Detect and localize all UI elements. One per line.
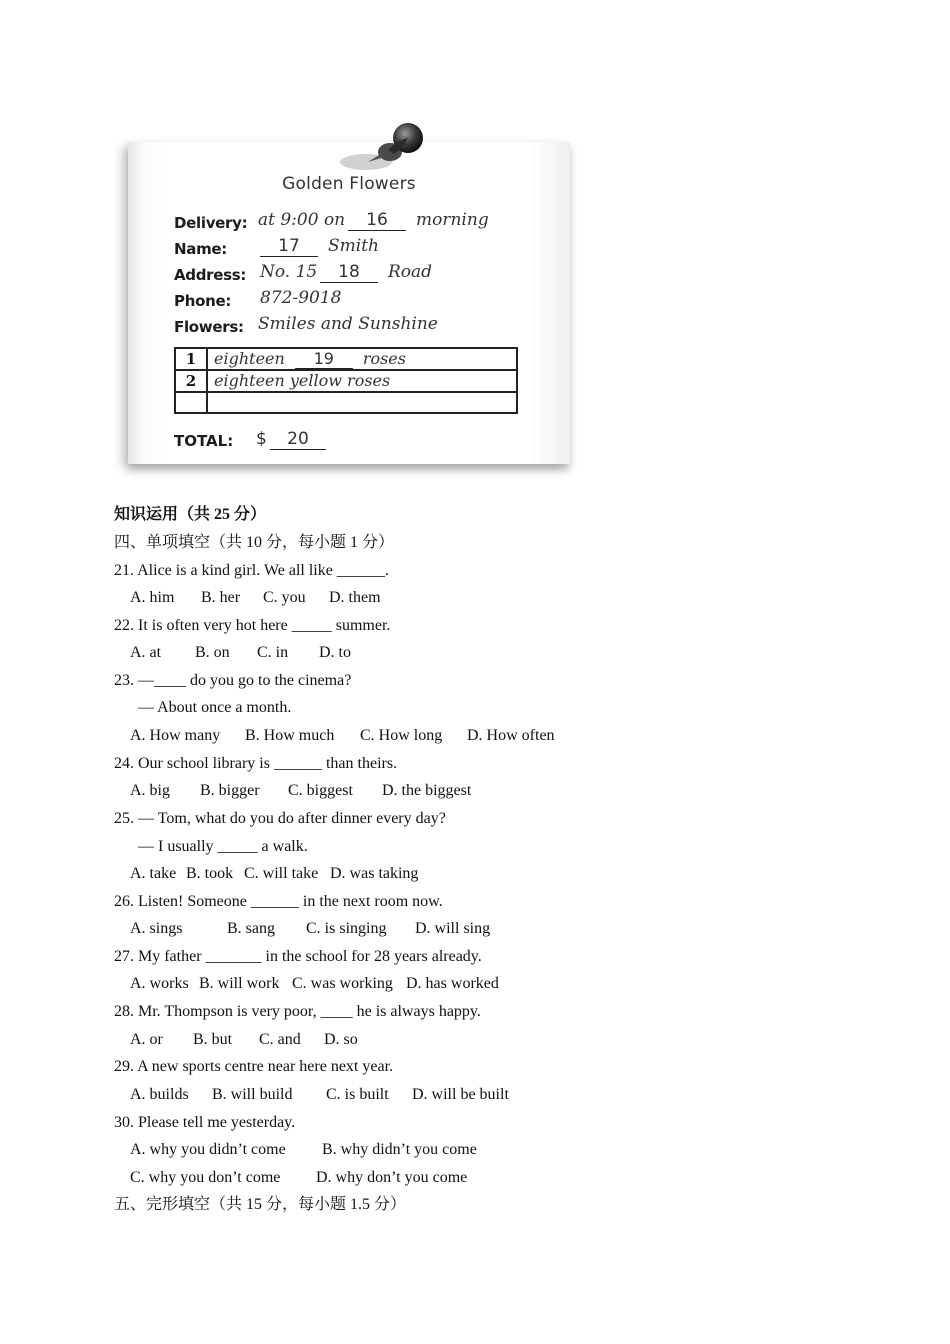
option: D. why don’t you come <box>316 1169 468 1186</box>
option: D. to <box>319 644 351 661</box>
order-row <box>175 348 517 370</box>
order-row <box>175 370 517 392</box>
option: B. will build <box>212 1086 293 1103</box>
blank-18: 18 <box>320 262 378 283</box>
option: B. took <box>186 865 234 882</box>
option-row <box>0 643 950 663</box>
order-item <box>207 370 517 392</box>
option: A. why you didn’t come <box>130 1141 286 1158</box>
blank-20: 20 <box>270 429 326 450</box>
option: D. so <box>324 1031 358 1048</box>
option: D. has worked <box>406 975 499 992</box>
section-title: 知识运用（共 25 分） <box>114 506 267 523</box>
option: A. builds <box>130 1086 189 1103</box>
order-item <box>207 392 517 413</box>
option: A. at <box>130 644 162 661</box>
option: C. you <box>263 589 306 606</box>
phone-value: 872-9018 <box>260 288 342 308</box>
question-response: — About once a month. <box>138 699 292 716</box>
option: A. sings <box>130 920 183 937</box>
phone-label: Phone: <box>174 292 232 310</box>
option-row <box>0 588 950 608</box>
question-stem: 24. Our school library is ______ than theirs. <box>114 755 398 772</box>
name-label: Name: <box>174 240 227 258</box>
option: D. will be built <box>412 1086 509 1103</box>
blank-16: 16 <box>348 210 406 231</box>
delivery-suffix: morning <box>416 210 489 230</box>
option: C. and <box>259 1031 301 1048</box>
option: C. was working <box>292 975 393 992</box>
question-stem: 30. Please tell me yesterday. <box>114 1114 296 1131</box>
option-row <box>0 974 950 994</box>
option: A. works <box>130 975 189 992</box>
option: A. take <box>130 865 177 882</box>
option-row <box>0 919 950 939</box>
option: B. How much <box>245 727 335 744</box>
option-row <box>0 864 950 884</box>
option: D. the biggest <box>382 782 472 799</box>
order-suffix: roses <box>362 349 406 368</box>
question-response: — I usually _____ a walk. <box>138 838 308 855</box>
blank-19: 19 <box>295 349 353 369</box>
question-stem: 27. My father _______ in the school for 28 years already. <box>114 948 482 965</box>
shop-name: Golden Flowers <box>282 174 416 194</box>
part4-title: 四、单项填空（共 10 分，每小题 1 分） <box>114 534 395 551</box>
order-text: eighteen yellow roses <box>214 371 391 390</box>
option: B. her <box>201 589 241 606</box>
flower-order-card <box>128 142 570 464</box>
question-stem: 26. Listen! Someone ______ in the next room now. <box>114 893 443 910</box>
name-suffix: Smith <box>328 236 379 256</box>
address-prefix: No. 15 <box>260 262 318 282</box>
order-prefix: eighteen <box>214 349 285 368</box>
question-stem: 23. —____ do you go to the cinema? <box>114 672 352 689</box>
option: A. or <box>130 1031 163 1048</box>
option: C. is singing <box>306 920 387 937</box>
address-suffix: Road <box>388 262 433 282</box>
push-pin-icon <box>338 122 438 178</box>
option: C. How long <box>360 727 443 744</box>
option: D. was taking <box>330 865 419 882</box>
option: B. but <box>193 1031 233 1048</box>
flowers-label: Flowers: <box>174 318 244 336</box>
question-stem: 22. It is often very hot here _____ summer. <box>114 617 391 634</box>
total-label: TOTAL: <box>174 432 234 450</box>
option: D. How often <box>467 727 555 744</box>
total-currency: $ <box>256 429 267 449</box>
option: C. biggest <box>288 782 353 799</box>
question-stem: 25. — Tom, what do you do after dinner every day? <box>114 810 446 827</box>
order-number <box>175 392 207 413</box>
option: C. will take <box>244 865 319 882</box>
order-number: 1 <box>175 348 207 370</box>
option-row <box>0 726 950 746</box>
question-stem: 21. Alice is a kind girl. We all like ______. <box>114 562 389 579</box>
option-row <box>0 1030 950 1050</box>
option: B. sang <box>227 920 275 937</box>
option: D. will sing <box>415 920 491 937</box>
option: B. why didn’t you come <box>322 1141 477 1158</box>
option: A. big <box>130 782 170 799</box>
question-stem: 29. A new sports centre near here next year. <box>114 1058 394 1075</box>
option: A. him <box>130 589 175 606</box>
delivery-label: Delivery: <box>174 214 248 232</box>
option: D. them <box>329 589 381 606</box>
option: B. bigger <box>200 782 260 799</box>
option-row <box>0 1085 950 1105</box>
order-item <box>207 348 517 370</box>
option-row <box>0 1140 950 1160</box>
option: A. How many <box>130 727 221 744</box>
question-stem: 28. Mr. Thompson is very poor, ____ he is always happy. <box>114 1003 481 1020</box>
option: C. why you don’t come <box>130 1169 281 1186</box>
delivery-time: at 9:00 on <box>258 210 346 230</box>
option: B. on <box>195 644 230 661</box>
part5-title: 五、完形填空（共 15 分，每小题 1.5 分） <box>114 1196 407 1213</box>
blank-17: 17 <box>260 236 318 257</box>
option-row <box>0 781 950 801</box>
order-number: 2 <box>175 370 207 392</box>
address-label: Address: <box>174 266 247 284</box>
option: B. will work <box>199 975 280 992</box>
option-row <box>0 1168 950 1188</box>
option: C. in <box>257 644 289 661</box>
order-table <box>174 347 518 414</box>
flowers-value: Smiles and Sunshine <box>258 314 438 334</box>
order-row <box>175 392 517 413</box>
option: C. is built <box>326 1086 389 1103</box>
